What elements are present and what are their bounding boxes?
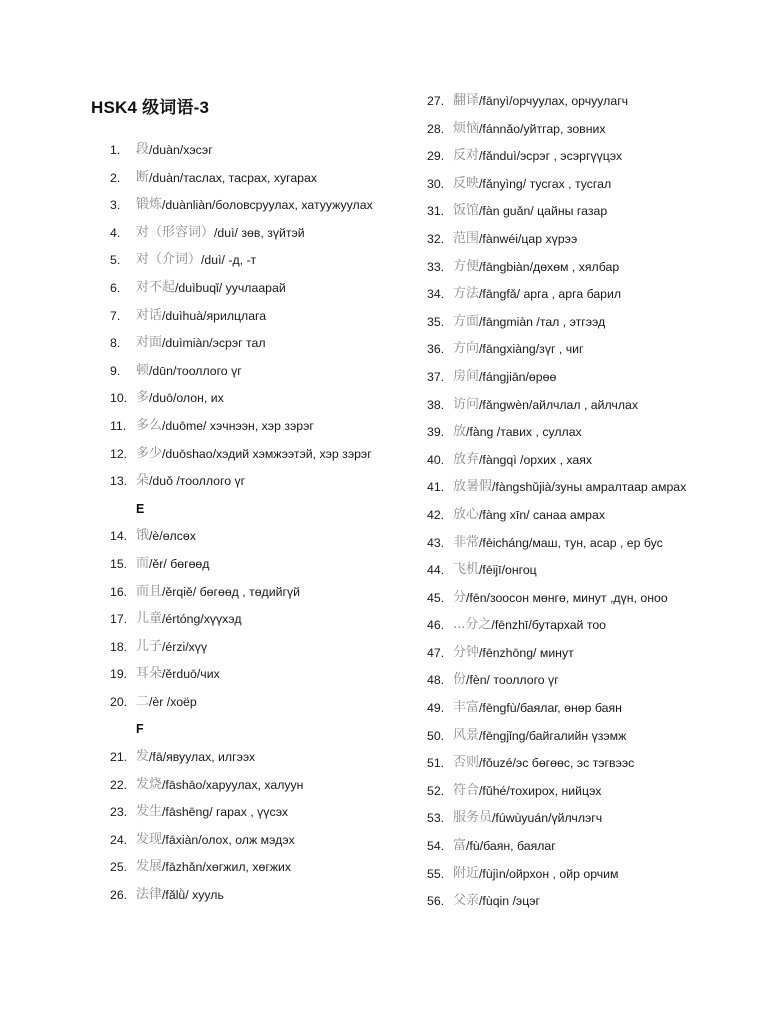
chinese-word: 对（介词） <box>136 252 202 268</box>
chinese-word: 饿 <box>136 528 150 544</box>
pinyin-and-translation: /fàng xīn/ санаа амрах <box>479 507 606 522</box>
vocab-list-item <box>427 726 686 754</box>
vocab-list-item <box>110 416 373 444</box>
chinese-word: 方面 <box>453 313 480 329</box>
chinese-word: 儿子 <box>136 638 163 654</box>
pinyin-and-translation: /fàngqì /орхих , хаях <box>479 452 593 467</box>
vocab-list-item <box>110 526 373 554</box>
vocab-list-item <box>427 560 686 588</box>
pinyin-and-translation: /fù/баян, баялаг <box>466 839 556 854</box>
chinese-word: 方向 <box>453 341 480 357</box>
item-number: 13. <box>110 474 128 489</box>
pinyin-and-translation: /ěrduō/чих <box>162 667 220 682</box>
item-number: 7. <box>110 308 121 323</box>
item-number: 1. <box>110 143 121 157</box>
vocab-list-item <box>110 471 373 499</box>
chinese-word: 放心 <box>453 506 480 522</box>
item-number: 46. <box>427 618 445 633</box>
chinese-word: 丰富 <box>453 700 480 716</box>
pinyin-and-translation: /duō/олон, их <box>149 391 224 406</box>
item-number: 49. <box>427 701 445 716</box>
vocab-list-item <box>427 119 686 147</box>
pinyin-and-translation: /duìmiàn/эсрэг тал <box>162 336 266 351</box>
item-number: 24. <box>110 832 128 847</box>
vocab-list-item <box>427 477 686 505</box>
chinese-word: 多 <box>136 390 150 406</box>
chinese-word: 反映 <box>453 175 480 191</box>
chinese-word: 访问 <box>453 396 480 412</box>
item-number: 5. <box>110 253 121 268</box>
chinese-word: ...分之 <box>453 617 492 633</box>
item-number: 38. <box>427 397 445 412</box>
chinese-word: 反对 <box>453 148 480 164</box>
pinyin-and-translation: /fèn/ тооллого үг <box>466 673 559 688</box>
vocab-list-item <box>110 609 373 637</box>
vocab-list-item <box>427 836 686 864</box>
vocab-list-item <box>427 257 686 285</box>
item-number: 23. <box>110 805 128 820</box>
pinyin-and-translation: /fùjìn/ойрхон , ойр орчим <box>479 866 619 881</box>
chinese-word: 富 <box>453 838 467 854</box>
vocab-list-item <box>110 637 373 665</box>
item-number: 42. <box>427 507 445 522</box>
vocab-list-item <box>110 140 373 168</box>
pinyin-and-translation: /duìhuà/ярилцлага <box>162 308 267 323</box>
pinyin-and-translation: /fàngshǔjià/зуны амралтаар амрах <box>492 480 687 495</box>
pinyin-and-translation: /ěrqiě/ бөгөөд , төдийгүй <box>162 584 300 599</box>
item-number: 20. <box>110 694 128 709</box>
pinyin-and-translation: /fēnzhōng/ минут <box>479 645 574 660</box>
pinyin-and-translation: /ěr/ бөгөөд <box>149 556 210 571</box>
item-number: 53. <box>427 811 445 826</box>
item-number: 9. <box>110 363 121 378</box>
vocab-list-item <box>110 664 373 692</box>
pinyin-and-translation: /duì/ зөв, зүйтэй <box>214 225 305 240</box>
chinese-word: 份 <box>453 672 467 688</box>
vocab-list-item <box>427 450 686 478</box>
vocab-list-item <box>110 582 373 610</box>
item-number: 2. <box>110 170 121 185</box>
chinese-word: 符合 <box>453 782 480 798</box>
vocab-list-item <box>427 670 686 698</box>
chinese-word: 分 <box>453 589 467 605</box>
item-number: 30. <box>427 176 445 191</box>
chinese-word: 朵 <box>136 473 150 489</box>
item-number: 51. <box>427 756 445 771</box>
pinyin-and-translation: /fángjiān/өрөө <box>479 369 557 384</box>
pinyin-and-translation: /duìbuqǐ/ уучлаарай <box>175 280 286 295</box>
item-number: 54. <box>427 839 445 854</box>
vocab-list-item <box>427 91 686 119</box>
item-number: 32. <box>427 231 445 246</box>
vocab-list-item <box>427 367 686 395</box>
vocab-list-right <box>427 91 686 919</box>
pinyin-and-translation: /fāngmiàn /тал , этгээд <box>479 314 606 329</box>
chinese-word: 非常 <box>453 534 480 550</box>
vocab-list-item <box>427 505 686 533</box>
pinyin-and-translation: /érzi/хүү <box>162 639 208 654</box>
pinyin-and-translation: /fánnǎo/уйтгар, зовних <box>479 121 606 136</box>
item-number: 28. <box>427 121 445 136</box>
pinyin-and-translation: /è/өлсөх <box>149 529 196 544</box>
chinese-word: 对面 <box>136 335 163 351</box>
vocab-list-item <box>110 857 373 885</box>
vocab-list-item <box>427 533 686 561</box>
vocab-list-item <box>110 885 373 913</box>
pinyin-and-translation: /fāngbiàn/дөхөм , хялбар <box>479 259 620 274</box>
chinese-word: 多么 <box>136 417 163 433</box>
pinyin-and-translation: /duǒ /тооллого үг <box>149 474 246 489</box>
item-number: 45. <box>427 590 445 605</box>
vocab-list-item <box>427 146 686 174</box>
item-number: 6. <box>110 280 121 295</box>
vocab-list-item <box>110 802 373 830</box>
pinyin-and-translation: /fāngfǎ/ арга , арга барил <box>479 287 622 302</box>
chinese-word: 服务员 <box>453 810 493 826</box>
item-number: 36. <box>427 342 445 357</box>
item-number: 29. <box>427 149 445 164</box>
item-number: 31. <box>427 204 445 219</box>
chinese-word: 断 <box>136 169 150 185</box>
vocab-list-item <box>427 284 686 312</box>
pinyin-and-translation: /fāzhǎn/хөгжил, хөгжих <box>162 860 292 875</box>
vocab-list-item <box>427 698 686 726</box>
chinese-word: 放弃 <box>453 451 480 467</box>
chinese-word: 锻炼 <box>136 197 163 213</box>
chinese-word: 顿 <box>136 362 150 378</box>
item-number: 41. <box>427 480 445 495</box>
vocab-list-item <box>110 306 373 334</box>
chinese-word: 多少 <box>136 445 163 461</box>
item-number: 40. <box>427 452 445 467</box>
item-number: 21. <box>110 750 128 765</box>
pinyin-and-translation: /duōme/ хэчнээн, хэр зэрэг <box>162 418 314 433</box>
item-number: 44. <box>427 563 445 578</box>
chinese-word: 发生 <box>136 804 163 820</box>
vocab-list-item <box>110 830 373 858</box>
vocab-list-item <box>427 201 686 229</box>
chinese-word: 对话 <box>136 307 163 323</box>
item-number: 25. <box>110 860 128 875</box>
pinyin-and-translation: /fēngfù/баялаг, өнөр баян <box>479 701 622 716</box>
item-number: 37. <box>427 369 445 384</box>
pinyin-and-translation: /fānyì/орчуулах, орчуулагч <box>479 94 629 108</box>
vocab-list-item <box>110 388 373 416</box>
vocab-list-item <box>427 588 686 616</box>
item-number: 22. <box>110 777 128 792</box>
pinyin-and-translation: /duàn/хэсэг <box>149 143 213 157</box>
pinyin-and-translation: /fàn guǎn/ цайны газар <box>479 204 608 219</box>
item-number: 52. <box>427 783 445 798</box>
pinyin-and-translation: /fùqin /эцэг <box>479 894 541 909</box>
vocab-list-item <box>110 554 373 582</box>
chinese-word: 飞机 <box>453 562 480 578</box>
vocab-list-item <box>427 422 686 450</box>
item-number: 50. <box>427 728 445 743</box>
chinese-word: 发 <box>136 749 150 765</box>
item-number: 15. <box>110 556 128 571</box>
item-number: 34. <box>427 287 445 302</box>
item-number: 17. <box>110 612 128 627</box>
pinyin-and-translation: /fàng /тавих , суллах <box>466 425 582 440</box>
pinyin-and-translation: /fǒuzé/эс бөгөөс, эс тэгвээс <box>479 756 635 771</box>
vocab-list-left <box>110 140 373 913</box>
chinese-word: 发展 <box>136 859 163 875</box>
pinyin-and-translation: /fēn/зоосон мөнгө, минут ,дүн, оноо <box>466 590 668 605</box>
vocab-list-item <box>110 195 373 223</box>
chinese-word: 否则 <box>453 755 480 771</box>
vocab-list-item <box>427 229 686 257</box>
chinese-word: 风景 <box>453 727 480 743</box>
item-number: 14. <box>110 529 128 544</box>
vocab-list-item <box>427 643 686 671</box>
item-number: 39. <box>427 425 445 440</box>
pinyin-and-translation: /duì/ -д, -т <box>201 253 257 268</box>
pinyin-and-translation: /duàn/таслах, тасрах, хугарах <box>149 170 317 185</box>
vocab-list-item <box>110 223 373 251</box>
item-number: 48. <box>427 673 445 688</box>
item-number: 26. <box>110 888 128 903</box>
pinyin-and-translation: /fǎlǜ/ хууль <box>162 888 224 903</box>
item-number: 12. <box>110 446 128 461</box>
item-number: 47. <box>427 645 445 660</box>
chinese-word: 父亲 <box>453 893 480 909</box>
chinese-word: 饭馆 <box>453 203 480 219</box>
item-number: 55. <box>427 866 445 881</box>
pinyin-and-translation: /fǎngwèn/айлчлал , айлчлах <box>479 397 638 412</box>
item-number: 27. <box>427 94 445 108</box>
chinese-word: 而且 <box>136 583 163 599</box>
pinyin-and-translation: /dūn/тооллого үг <box>149 363 242 378</box>
item-number: 18. <box>110 639 128 654</box>
chinese-word: 方便 <box>453 258 480 274</box>
pinyin-and-translation: /fēngjǐng/байгалийн үзэмж <box>479 728 627 743</box>
chinese-word: 放 <box>453 424 467 440</box>
chinese-word: 发现 <box>136 831 163 847</box>
vocab-list-item <box>427 174 686 202</box>
item-number: 33. <box>427 259 445 274</box>
chinese-word: 而 <box>136 555 150 571</box>
vocab-list-item <box>427 312 686 340</box>
pinyin-and-translation: /fúwùyuán/үйлчлэгч <box>492 811 603 826</box>
item-number: 16. <box>110 584 128 599</box>
chinese-word: 分钟 <box>453 644 480 660</box>
chinese-word: 翻译 <box>453 93 480 108</box>
vocab-list-item <box>427 891 686 919</box>
chinese-word: 耳朵 <box>136 666 163 682</box>
vocab-list-item <box>110 278 373 306</box>
chinese-word: 放暑假 <box>453 479 493 495</box>
pinyin-and-translation: /fēijī/онгоц <box>479 563 537 578</box>
vocab-list-item <box>110 775 373 803</box>
vocab-list-item <box>110 333 373 361</box>
vocab-list-item <box>110 747 373 775</box>
pinyin-and-translation: /fànwéi/цар хүрээ <box>479 231 578 246</box>
item-number: 3. <box>110 198 121 213</box>
item-number: 4. <box>110 225 121 240</box>
vocab-list-item <box>110 444 373 472</box>
section-letter: E <box>136 501 145 516</box>
chinese-word: 烦恼 <box>453 120 480 136</box>
vocab-list-item <box>427 753 686 781</box>
pinyin-and-translation: /fāngxiàng/зүг , чиг <box>479 342 584 357</box>
chinese-word: 附近 <box>453 865 480 881</box>
page-title: HSK4 级词语-3 <box>91 98 210 117</box>
vocab-list-item <box>427 395 686 423</box>
vocab-list-item <box>110 250 373 278</box>
pinyin-and-translation: /fāshāo/харуулах, халуун <box>162 777 304 792</box>
chinese-word: 方法 <box>453 286 480 302</box>
vocab-list-item <box>427 615 686 643</box>
section-letter: F <box>136 722 144 737</box>
pinyin-and-translation: /fā/явуулах, илгээх <box>149 750 256 765</box>
item-number: 11. <box>110 418 127 433</box>
chinese-word: 段 <box>136 142 150 157</box>
pinyin-and-translation: /fǔhé/тохирох, нийцэх <box>479 783 602 798</box>
vocab-list-item <box>110 692 373 720</box>
vocab-list-item <box>110 168 373 196</box>
chinese-word: 二 <box>136 693 150 709</box>
item-number: 10. <box>110 391 128 406</box>
pinyin-and-translation: /duōshao/хэдий хэмжээтэй, хэр зэрэг <box>162 446 372 461</box>
vocab-list-item <box>427 781 686 809</box>
chinese-word: 儿童 <box>136 611 163 627</box>
pinyin-and-translation: /fǎnyìng/ тусгах , тусгал <box>479 176 612 191</box>
chinese-word: 对（形容词） <box>136 224 215 240</box>
vocab-list-item <box>110 361 373 389</box>
pinyin-and-translation: /fǎnduì/эсрэг , эсэргүүцэх <box>479 149 623 164</box>
pinyin-and-translation: /duànliàn/боловсруулах, хатуужуулах <box>162 198 373 213</box>
chinese-word: 房间 <box>453 368 480 384</box>
chinese-word: 发烧 <box>136 776 163 792</box>
item-number: 43. <box>427 535 445 550</box>
chinese-word: 范围 <box>453 230 480 246</box>
vocab-list-item <box>427 339 686 367</box>
item-number: 35. <box>427 314 445 329</box>
pinyin-and-translation: /fēnzhī/бутархай тоо <box>491 618 606 633</box>
pinyin-and-translation: /fāxiàn/олох, олж мэдэх <box>162 832 295 847</box>
vocab-list-item <box>427 864 686 892</box>
chinese-word: 对不起 <box>136 279 176 295</box>
pinyin-and-translation: /èr /хоёр <box>149 694 197 709</box>
item-number: 8. <box>110 336 121 351</box>
pinyin-and-translation: /fāshēng/ гарах , үүсэх <box>162 805 289 820</box>
chinese-word: 法律 <box>136 887 163 903</box>
pinyin-and-translation: /értóng/хүүхэд <box>162 612 242 627</box>
item-number: 19. <box>110 667 128 682</box>
item-number: 56. <box>427 894 445 909</box>
pinyin-and-translation: /fēicháng/маш, тун, асар , ер бус <box>479 535 663 550</box>
vocab-list-item <box>427 808 686 836</box>
